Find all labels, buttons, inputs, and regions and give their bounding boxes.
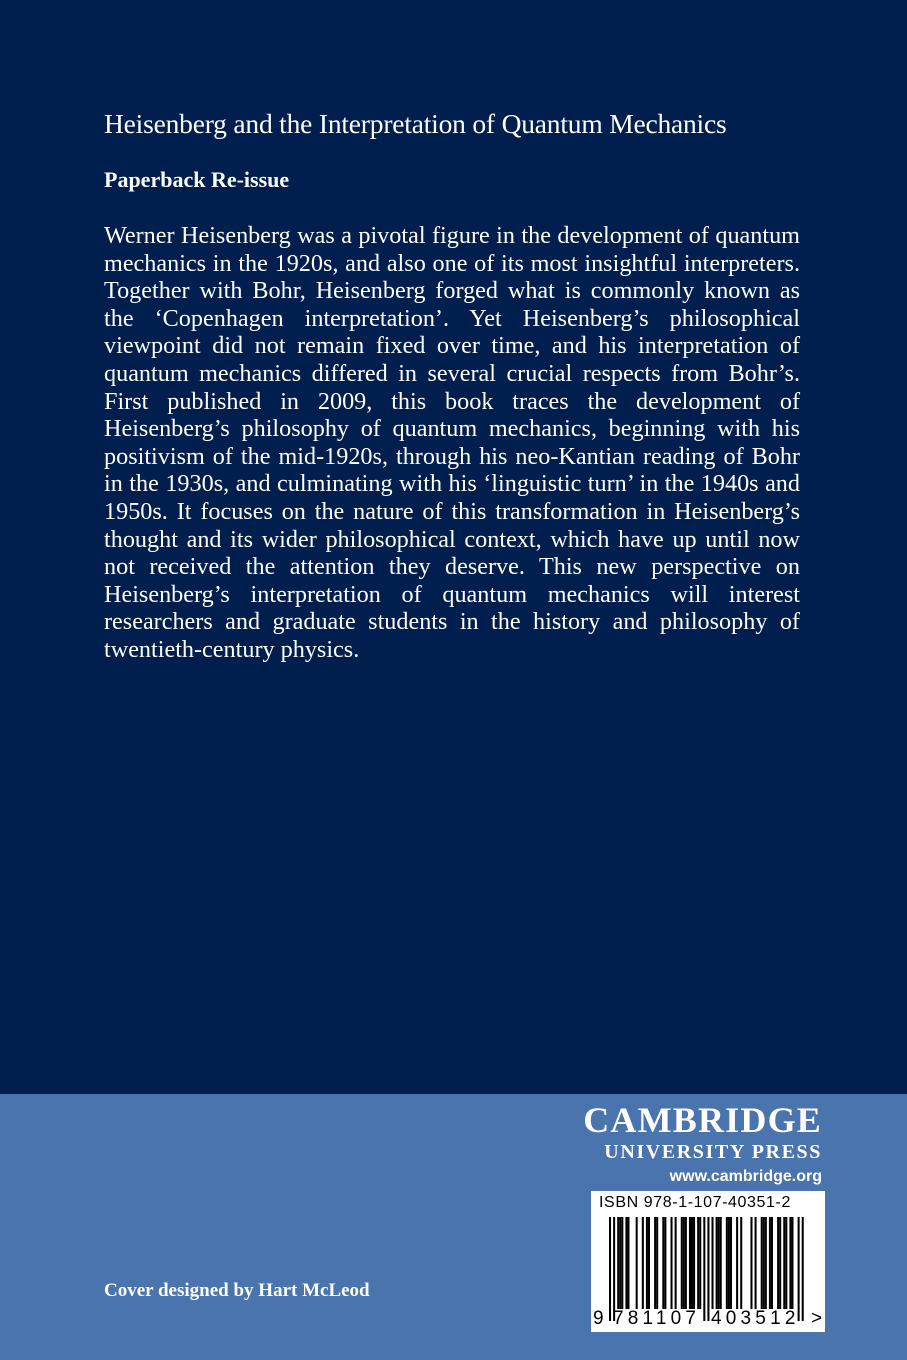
barcode-bar xyxy=(681,1217,683,1309)
barcode-bar xyxy=(619,1217,621,1309)
barcode-bar xyxy=(802,1217,804,1321)
edition-label: Paperback Re-issue xyxy=(104,167,290,192)
barcode-bar xyxy=(716,1217,718,1309)
barcode-bar xyxy=(683,1217,685,1309)
barcode-bar xyxy=(609,1217,611,1321)
publisher-logo xyxy=(583,1102,822,1187)
barcode-bar xyxy=(703,1217,705,1321)
barcode-bar xyxy=(627,1217,629,1309)
barcode-bar xyxy=(761,1217,763,1309)
barcode-bar xyxy=(763,1217,765,1309)
barcode-bar xyxy=(654,1217,656,1309)
barcode-bar xyxy=(642,1217,644,1309)
barcode-bar xyxy=(736,1217,738,1309)
barcode-bar xyxy=(646,1217,648,1309)
barcode-bar xyxy=(636,1217,638,1309)
barcode-left-group: 781107 xyxy=(613,1308,701,1329)
barcode-bar xyxy=(699,1217,701,1309)
barcode-bar xyxy=(798,1217,800,1321)
cover-credit: Cover designed by Hart McLeod xyxy=(104,1280,370,1301)
barcode-bar xyxy=(697,1217,699,1309)
barcode-bar xyxy=(662,1217,664,1309)
barcode-bar xyxy=(685,1217,687,1309)
barcode-right-group: 403512 xyxy=(711,1308,800,1329)
barcode-bar xyxy=(785,1217,787,1309)
barcode-bar xyxy=(779,1217,781,1309)
barcode-bar xyxy=(625,1217,627,1309)
barcode-bar xyxy=(691,1217,693,1309)
barcode-bar xyxy=(791,1217,793,1309)
barcode-bar xyxy=(689,1217,691,1309)
book-description: Werner Heisenberg was a pivotal figure in the development of quantum mechanics in the 1920s, and also one of its most insightful interpreters. Together with Bohr, Heisenberg forged what is commonly known as the ‘Copenhagen interpretation’. Yet Heisenberg’s philosophical viewpoint did not remain fixed over time, and his interpretation of quantum mechanics differed in several crucial respects from Bohr’s. First published in 2009, this book traces the development of Heisenberg’s philosophy of quantum mechanics, beginning with his positivism of the mid-1920s, through his neo-Kantian reading of Bohr in the 1930s, and culminating with his ‘linguistic turn’ in the 1940s and 1950s. It focuses on the nature of this transformation in Heisenberg’s thought and its wider philosophical context, which have up until now not received the attention they deserve. This new perspective on Heisenberg’s interpretation of quantum mechanics will interest researchers and graduate students in the history and philosophy of twentieth-century physics. xyxy=(104,222,800,663)
barcode-bar xyxy=(771,1217,773,1309)
barcode-bar xyxy=(769,1217,771,1309)
barcode-bar xyxy=(728,1217,730,1309)
barcode-bar xyxy=(750,1217,752,1309)
barcode-bar xyxy=(656,1217,658,1309)
barcode-lead-digit: 9 xyxy=(593,1308,604,1329)
barcode-bar xyxy=(621,1217,623,1309)
isbn-label: ISBN 978-1-107-40351-2 xyxy=(599,1194,791,1211)
publisher-name: CAMBRIDGE xyxy=(583,1100,822,1140)
barcode-bar xyxy=(783,1217,785,1309)
barcode-bar xyxy=(789,1217,791,1309)
barcode-bar xyxy=(664,1217,666,1309)
barcode-bar xyxy=(726,1217,728,1309)
barcode-bar xyxy=(613,1217,615,1321)
barcode-bar xyxy=(765,1217,767,1309)
barcode-bar xyxy=(730,1217,732,1309)
isbn-barcode xyxy=(591,1191,825,1332)
barcode-bar xyxy=(720,1217,722,1309)
barcode-bar xyxy=(712,1217,714,1309)
barcode-bar xyxy=(648,1217,650,1309)
barcode-end-mark: > xyxy=(811,1308,823,1329)
barcode-bar xyxy=(777,1217,779,1309)
book-title: Heisenberg and the Interpretation of Quantum Mechanics xyxy=(104,108,727,139)
publisher-url: www.cambridge.org xyxy=(669,1168,822,1185)
barcode-bar xyxy=(740,1217,742,1309)
barcode-bar xyxy=(718,1217,720,1309)
publisher-subname: UNIVERSITY PRESS xyxy=(604,1141,822,1163)
barcode-bar xyxy=(755,1217,757,1309)
barcode-bar xyxy=(675,1217,677,1309)
barcode-bar xyxy=(617,1217,619,1309)
barcode-bar xyxy=(693,1217,695,1309)
barcode-bar xyxy=(671,1217,673,1309)
barcode-bar xyxy=(707,1217,709,1321)
